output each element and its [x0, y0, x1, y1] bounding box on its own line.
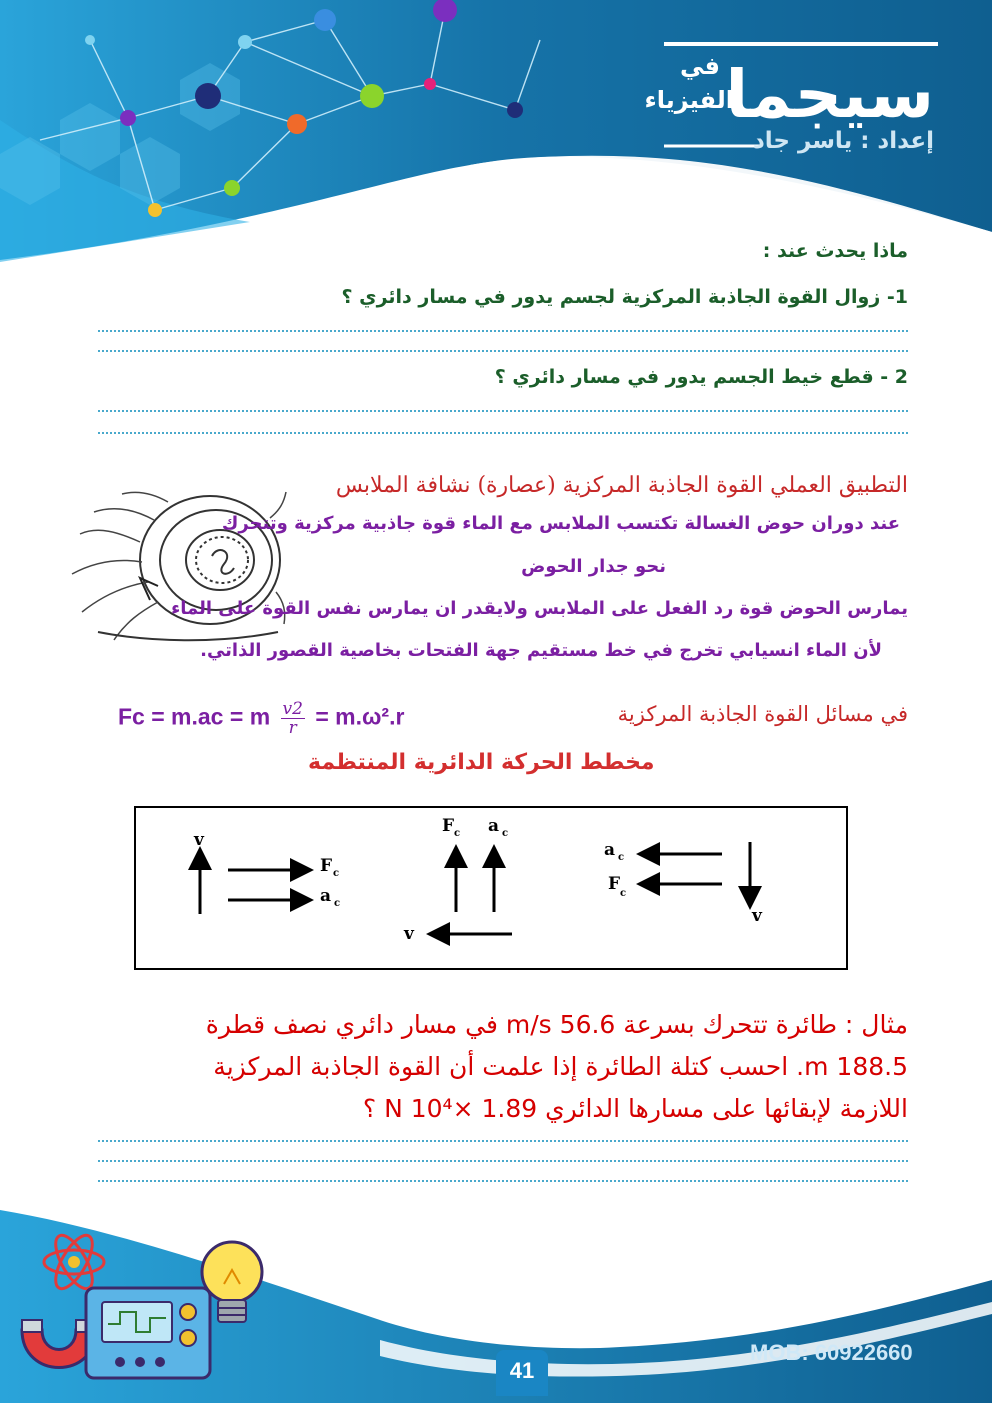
label-v: v [194, 830, 204, 850]
label-c: c [502, 828, 509, 839]
application-line-1: عند دوران حوض الغسالة تكتسب الملابس مع الماء قوة جاذبية مركزية وتتحرك [221, 513, 900, 534]
label-v: v [404, 924, 414, 944]
label-a: a [488, 816, 500, 836]
label-c: c [454, 828, 461, 839]
answer-line[interactable] [98, 1180, 908, 1182]
diagram-title: مخطط الحركة الدائرية المنتظمة [308, 750, 655, 775]
answer-line[interactable] [98, 432, 908, 434]
example-line-3: اللازمة لإبقائها على مسارها الدائري 1.89 ×10⁴ N ؟ [362, 1094, 908, 1123]
label-c: c [333, 868, 340, 879]
page-number: 41 [509, 1358, 535, 1383]
brand-title: سيجما [725, 56, 934, 133]
answer-line[interactable] [98, 350, 908, 352]
fraction-numerator: v2 [282, 699, 303, 719]
label-a: a [320, 886, 332, 906]
oscilloscope-icon [86, 1288, 210, 1378]
example-line-1: مثال : طائرة تتحرك بسرعة 56.6 m/s في مسار دائري نصف قطرة [205, 1010, 908, 1039]
formula-part-2: = m.ω².r [315, 703, 405, 730]
label-F: F [320, 856, 333, 876]
answer-line[interactable] [98, 1140, 908, 1142]
circular-motion-diagram [134, 806, 848, 970]
mobile-number: MOB: 60922660 [750, 1340, 913, 1365]
label-F: F [442, 816, 455, 836]
label-v: v [752, 906, 762, 926]
answer-line[interactable] [98, 410, 908, 412]
question-2: 2 - قطع خيط الجسم يدور في مسار دائري ؟ [494, 366, 908, 388]
example-line-2: 188.5 m. احسب كتلة الطائرة إذا علمت أن القوة الجاذبة المركزية [213, 1052, 908, 1081]
author-credit: إعداد : ياسر جاد [752, 128, 934, 154]
brand-prefix: في [680, 52, 720, 80]
formula-part-1: Fc = m.ac = m [118, 703, 271, 730]
label-c: c [618, 852, 625, 863]
application-line-2: نحو جدار الحوض [521, 556, 666, 577]
answer-line[interactable] [98, 330, 908, 332]
question-1: 1- زوال القوة الجاذبة المركزية لجسم يدور في مسار دائري ؟ [341, 286, 908, 308]
formula-fraction [281, 700, 305, 737]
application-line-4: لأن الماء انسيابي تخرج في خط مستقيم جهة الفتحات بخاصية القصور الذاتي. [200, 640, 882, 661]
brand-subject: الفيزياء [644, 86, 734, 114]
centripetal-formula [118, 700, 404, 737]
label-c: c [620, 888, 627, 899]
label-F: F [608, 874, 621, 894]
answer-line[interactable] [98, 1160, 908, 1162]
questions-heading: ماذا يحدث عند : [762, 240, 908, 262]
formula-label: في مسائل القوة الجاذبة المركزية [617, 702, 908, 726]
application-line-3: يمارس الحوض قوة رد الفعل على الملابس ولايقدر ان يمارس نفس القوة على الماء [171, 598, 908, 619]
fraction-denominator: r [288, 718, 297, 738]
washing-drum-illustration [58, 482, 288, 652]
label-c: c [334, 898, 341, 909]
label-a: a [604, 840, 616, 860]
application-title: التطبيق العملي القوة الجاذبة المركزية (عصارة) نشافة الملابس [335, 473, 908, 498]
